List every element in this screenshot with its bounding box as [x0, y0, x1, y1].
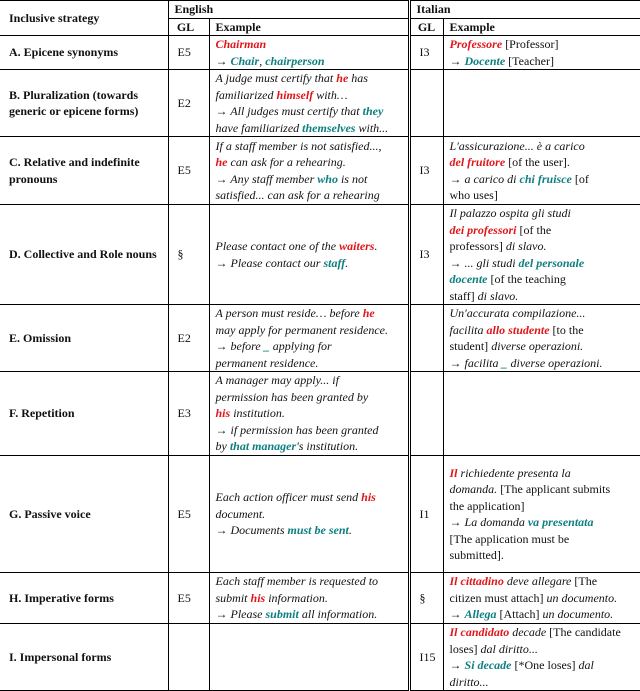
example-line: [450, 481, 635, 498]
example-text: permanent residence.: [215, 355, 319, 370]
en-example: [209, 372, 409, 456]
en-example: [209, 456, 409, 573]
translation-gloss: loses]: [449, 641, 478, 656]
example-text: Each staff member is requested to: [215, 574, 379, 589]
exclusive-term: he: [215, 155, 228, 169]
translation-gloss: [The application must be: [449, 531, 570, 546]
exclusive-term: allo studente: [486, 322, 550, 337]
table-row: [0, 624, 640, 691]
it-guideline: I3: [409, 205, 443, 305]
table-row: [0, 456, 640, 573]
exclusive-term: he: [362, 306, 375, 320]
example-text: submit: [215, 590, 251, 605]
example-text: un documento.: [543, 590, 618, 605]
table-body: [0, 36, 640, 691]
it-guideline: [409, 305, 443, 372]
example-text: → before: [215, 339, 264, 353]
example-text: diverse operazioni.: [507, 355, 603, 370]
example-line: [450, 187, 635, 204]
example-text: un documento.: [539, 607, 614, 622]
example-text: Un'accurata compilazione...: [449, 306, 586, 320]
inclusive-term: _: [501, 355, 508, 370]
example-line: [216, 187, 402, 204]
example-text: If a staff member is not satisfied...,: [215, 138, 382, 153]
example-line: [216, 103, 402, 120]
table-row: [0, 70, 640, 137]
translation-gloss: staff]: [449, 288, 475, 303]
example-line: [450, 465, 635, 482]
exclusive-term: he: [336, 71, 349, 85]
en-example: [209, 70, 409, 137]
example-line: [450, 641, 635, 658]
en-guideline: [168, 624, 209, 691]
example-line: [450, 154, 635, 171]
en-guideline: E5: [168, 137, 209, 205]
exclusive-term: del fruitore: [449, 155, 506, 169]
example-text: →: [215, 53, 231, 68]
header-it-example: Example: [443, 18, 640, 36]
en-guideline: E2: [168, 70, 209, 137]
example-line: [450, 674, 635, 691]
example-line: [216, 305, 402, 322]
exclusive-term: his: [361, 490, 376, 505]
example-line: [450, 271, 635, 288]
exclusive-term: his: [215, 406, 231, 421]
translation-gloss: [The candidate: [546, 625, 621, 639]
example-line: [450, 255, 635, 272]
example-text: deve allegare: [503, 574, 572, 589]
exclusive-term: Professore: [449, 37, 503, 51]
header-italian: Italian: [409, 1, 640, 19]
example-line: [450, 138, 635, 155]
exclusive-term: Il cittadino: [449, 574, 504, 589]
en-guideline: E5: [168, 573, 209, 624]
strategy-name: D. Collective and Role nouns: [0, 205, 168, 305]
example-text: diverse operazioni.: [488, 339, 584, 353]
example-line: [450, 624, 635, 641]
exclusive-term: Chairman: [215, 37, 267, 51]
inclusive-term: who: [317, 171, 338, 186]
it-guideline: I3: [409, 36, 443, 70]
example-text: → ... gli studi: [449, 255, 519, 270]
exclusive-term: himself: [276, 87, 314, 102]
example-text: → facilita: [449, 355, 502, 370]
example-line: [450, 498, 635, 515]
example-text: A person must reside… before: [215, 306, 363, 320]
example-line: [216, 606, 402, 623]
en-example: [209, 36, 409, 70]
strategy-name: C. Relative and indefinite pronouns: [0, 137, 168, 205]
example-line: [450, 53, 635, 70]
example-line: [216, 255, 402, 272]
header-english: English: [168, 1, 409, 19]
example-text: →: [449, 53, 465, 68]
example-line: [450, 514, 635, 531]
inclusive-term: must be sent: [287, 523, 349, 538]
table-row: [0, 36, 640, 70]
example-text: → All judges must certify that: [215, 104, 363, 118]
example-text: → Please contact our: [215, 255, 324, 270]
exclusive-term: waiters: [339, 239, 375, 253]
it-guideline: [409, 372, 443, 456]
translation-gloss: [*One loses]: [511, 658, 576, 672]
example-line: [216, 355, 402, 372]
example-line: [216, 522, 402, 539]
inclusive-term: themselves: [302, 120, 356, 135]
it-guideline: I1: [409, 456, 443, 573]
it-example: [443, 137, 640, 205]
example-line: [216, 238, 402, 255]
translation-gloss: [Attach]: [496, 607, 540, 622]
example-line: [216, 171, 402, 188]
en-guideline: E5: [168, 36, 209, 70]
example-line: [216, 422, 402, 439]
example-line: [450, 657, 635, 674]
strategy-name: I. Impersonal forms: [0, 624, 168, 691]
example-line: [450, 322, 635, 339]
en-example: [209, 205, 409, 305]
translation-gloss: the application]: [449, 498, 525, 513]
example-line: [450, 590, 635, 607]
inclusive-term: Chair: [230, 53, 260, 68]
it-example: [443, 456, 640, 573]
header-strategy: Inclusive strategy: [0, 1, 168, 36]
inclusive-term: they: [362, 104, 384, 118]
inclusive-term: del personale: [518, 255, 585, 270]
example-text: di slavo.: [474, 288, 519, 303]
example-text: familiarized: [215, 87, 277, 102]
example-text: L'assicurazione... è a carico: [449, 138, 585, 153]
translation-gloss: [of the: [516, 222, 552, 237]
translation-gloss: student]: [449, 339, 489, 353]
table-row: [0, 205, 640, 305]
example-text: may apply for permanent residence.: [215, 322, 389, 337]
inclusive-term: Si decade: [464, 658, 512, 672]
example-text: decade: [509, 625, 547, 639]
example-text: → La domanda: [449, 515, 528, 529]
example-text: with…: [313, 87, 348, 102]
inclusive-term: chi fruisce: [519, 171, 572, 186]
example-text: .: [374, 239, 378, 253]
example-line: [216, 138, 402, 155]
example-line: [216, 372, 402, 389]
example-text: permission has been granted by: [215, 389, 369, 404]
inclusive-term: Docente: [464, 53, 506, 68]
example-line: [216, 70, 402, 87]
header-en-gl: GL: [168, 18, 209, 36]
it-example: [443, 205, 640, 305]
example-line: [216, 389, 402, 406]
it-guideline: [409, 70, 443, 137]
translation-gloss: [of: [571, 171, 589, 186]
example-line: [216, 120, 402, 137]
header-en-example: Example: [209, 18, 409, 36]
inclusive-term: submit: [265, 607, 299, 622]
example-line: [216, 590, 402, 607]
example-line: [216, 338, 402, 355]
translation-gloss: [The applicant submits: [497, 482, 611, 496]
example-text: information.: [265, 590, 328, 605]
strategy-name: E. Omission: [0, 305, 168, 372]
translation-gloss: [The: [571, 574, 598, 589]
translation-gloss: who uses]: [449, 188, 498, 202]
example-line: [450, 222, 635, 239]
example-text: can ask for a rehearing.: [227, 155, 346, 169]
example-text: facilita: [449, 322, 487, 337]
en-example: [209, 137, 409, 205]
example-text: diritto...: [449, 674, 489, 689]
table-row: [0, 372, 640, 456]
table-row: [0, 573, 640, 624]
example-line: [450, 573, 635, 590]
exclusive-term: Il candidato: [449, 625, 510, 639]
translation-gloss: [Teacher]: [505, 53, 554, 68]
example-text: → Any staff member: [215, 171, 318, 186]
strategy-name: B. Pluralization (towards generic or epicene forms): [0, 70, 168, 137]
inclusive-term: docente: [449, 272, 488, 286]
example-text: Il palazzo ospita gli studi: [449, 206, 571, 220]
en-guideline: E5: [168, 456, 209, 573]
example-text: dal: [575, 658, 594, 672]
example-line: [450, 238, 635, 255]
example-line: [450, 355, 635, 372]
example-text: all information.: [298, 607, 378, 622]
example-text: →: [449, 658, 465, 672]
example-line: [450, 36, 635, 53]
example-line: [216, 36, 402, 53]
example-line: [216, 405, 402, 422]
example-line: [216, 322, 402, 339]
translation-gloss: [of the user].: [505, 155, 570, 169]
example-text: → a carico di: [449, 171, 520, 186]
table-row: [0, 137, 640, 205]
it-example: [443, 372, 640, 456]
example-line: [450, 171, 635, 188]
it-example: [443, 305, 640, 372]
it-example: [443, 573, 640, 624]
inclusive-term: that manager: [229, 439, 297, 454]
example-text: di slavo.: [502, 239, 547, 253]
example-line: [216, 87, 402, 104]
example-text: A judge must certify that: [215, 71, 337, 85]
example-text: → if permission has been granted: [215, 422, 379, 437]
translation-gloss: [of the teaching: [487, 272, 566, 286]
example-text: A manager may apply... if: [215, 373, 339, 388]
example-line: [216, 154, 402, 171]
example-text: is not: [337, 171, 368, 186]
example-text: satisfied... can ask for a rehearing: [215, 188, 380, 202]
inclusive-term: va presentata: [527, 515, 594, 529]
strategy-name: A. Epicene synonyms: [0, 36, 168, 70]
it-example: [443, 624, 640, 691]
inclusive-term: staff: [323, 255, 346, 270]
example-line: [450, 531, 635, 548]
strategy-name: H. Imperative forms: [0, 573, 168, 624]
example-text: Each action officer must send: [215, 490, 362, 505]
en-guideline: E3: [168, 372, 209, 456]
example-text: →: [449, 607, 465, 622]
example-text: Please contact one of the: [215, 239, 340, 253]
example-line: [216, 53, 402, 70]
inclusive-term: _: [263, 339, 270, 353]
example-text: → Please: [215, 607, 266, 622]
example-text: dal diritto...: [477, 641, 538, 656]
example-text: 's institution.: [296, 439, 359, 454]
example-text: applying for: [269, 339, 332, 353]
en-example: [209, 573, 409, 624]
example-text: .: [348, 523, 352, 538]
translation-gloss: citizen must attach]: [449, 590, 544, 605]
example-text: institution.: [230, 406, 285, 421]
example-line: [450, 288, 635, 305]
inclusive-term: chairperson: [265, 53, 325, 68]
example-line: [450, 338, 635, 355]
example-line: [450, 606, 635, 623]
example-text: by: [215, 439, 230, 454]
example-text: with...: [355, 120, 389, 135]
it-guideline: I3: [409, 137, 443, 205]
table-row: [0, 305, 640, 372]
example-line: [216, 506, 402, 523]
example-text: → Documents: [215, 523, 288, 538]
example-line: [216, 438, 402, 455]
en-guideline: §: [168, 205, 209, 305]
inclusive-term: Allega: [464, 607, 497, 622]
it-example: [443, 70, 640, 137]
example-text: ,: [259, 53, 266, 68]
translation-gloss: [to the: [549, 322, 584, 337]
exclusive-term: his: [250, 590, 266, 605]
header-it-gl: GL: [409, 18, 443, 36]
en-example: [209, 305, 409, 372]
strategy-name: F. Repetition: [0, 372, 168, 456]
translation-gloss: [Professor]: [502, 37, 559, 51]
example-text: domanda.: [449, 482, 498, 496]
translation-gloss: professors]: [449, 239, 503, 253]
example-line: [450, 205, 635, 222]
it-guideline: I15: [409, 624, 443, 691]
it-example: [443, 36, 640, 70]
example-text: has: [348, 71, 368, 85]
exclusive-term: dei professori: [449, 222, 517, 237]
example-line: [216, 489, 402, 506]
example-line: [450, 547, 635, 564]
en-guideline: E2: [168, 305, 209, 372]
translation-gloss: submitted].: [449, 548, 504, 562]
example-text: richiedente presenta la: [457, 465, 571, 480]
it-guideline: §: [409, 573, 443, 624]
strategy-name: G. Passive voice: [0, 456, 168, 573]
example-text: have familiarized: [215, 120, 303, 135]
example-line: [450, 305, 635, 322]
exclusive-term: Il: [449, 465, 458, 480]
example-text: .: [345, 255, 349, 270]
en-example: [209, 624, 409, 691]
example-text: document.: [215, 506, 266, 521]
example-line: [216, 573, 402, 590]
